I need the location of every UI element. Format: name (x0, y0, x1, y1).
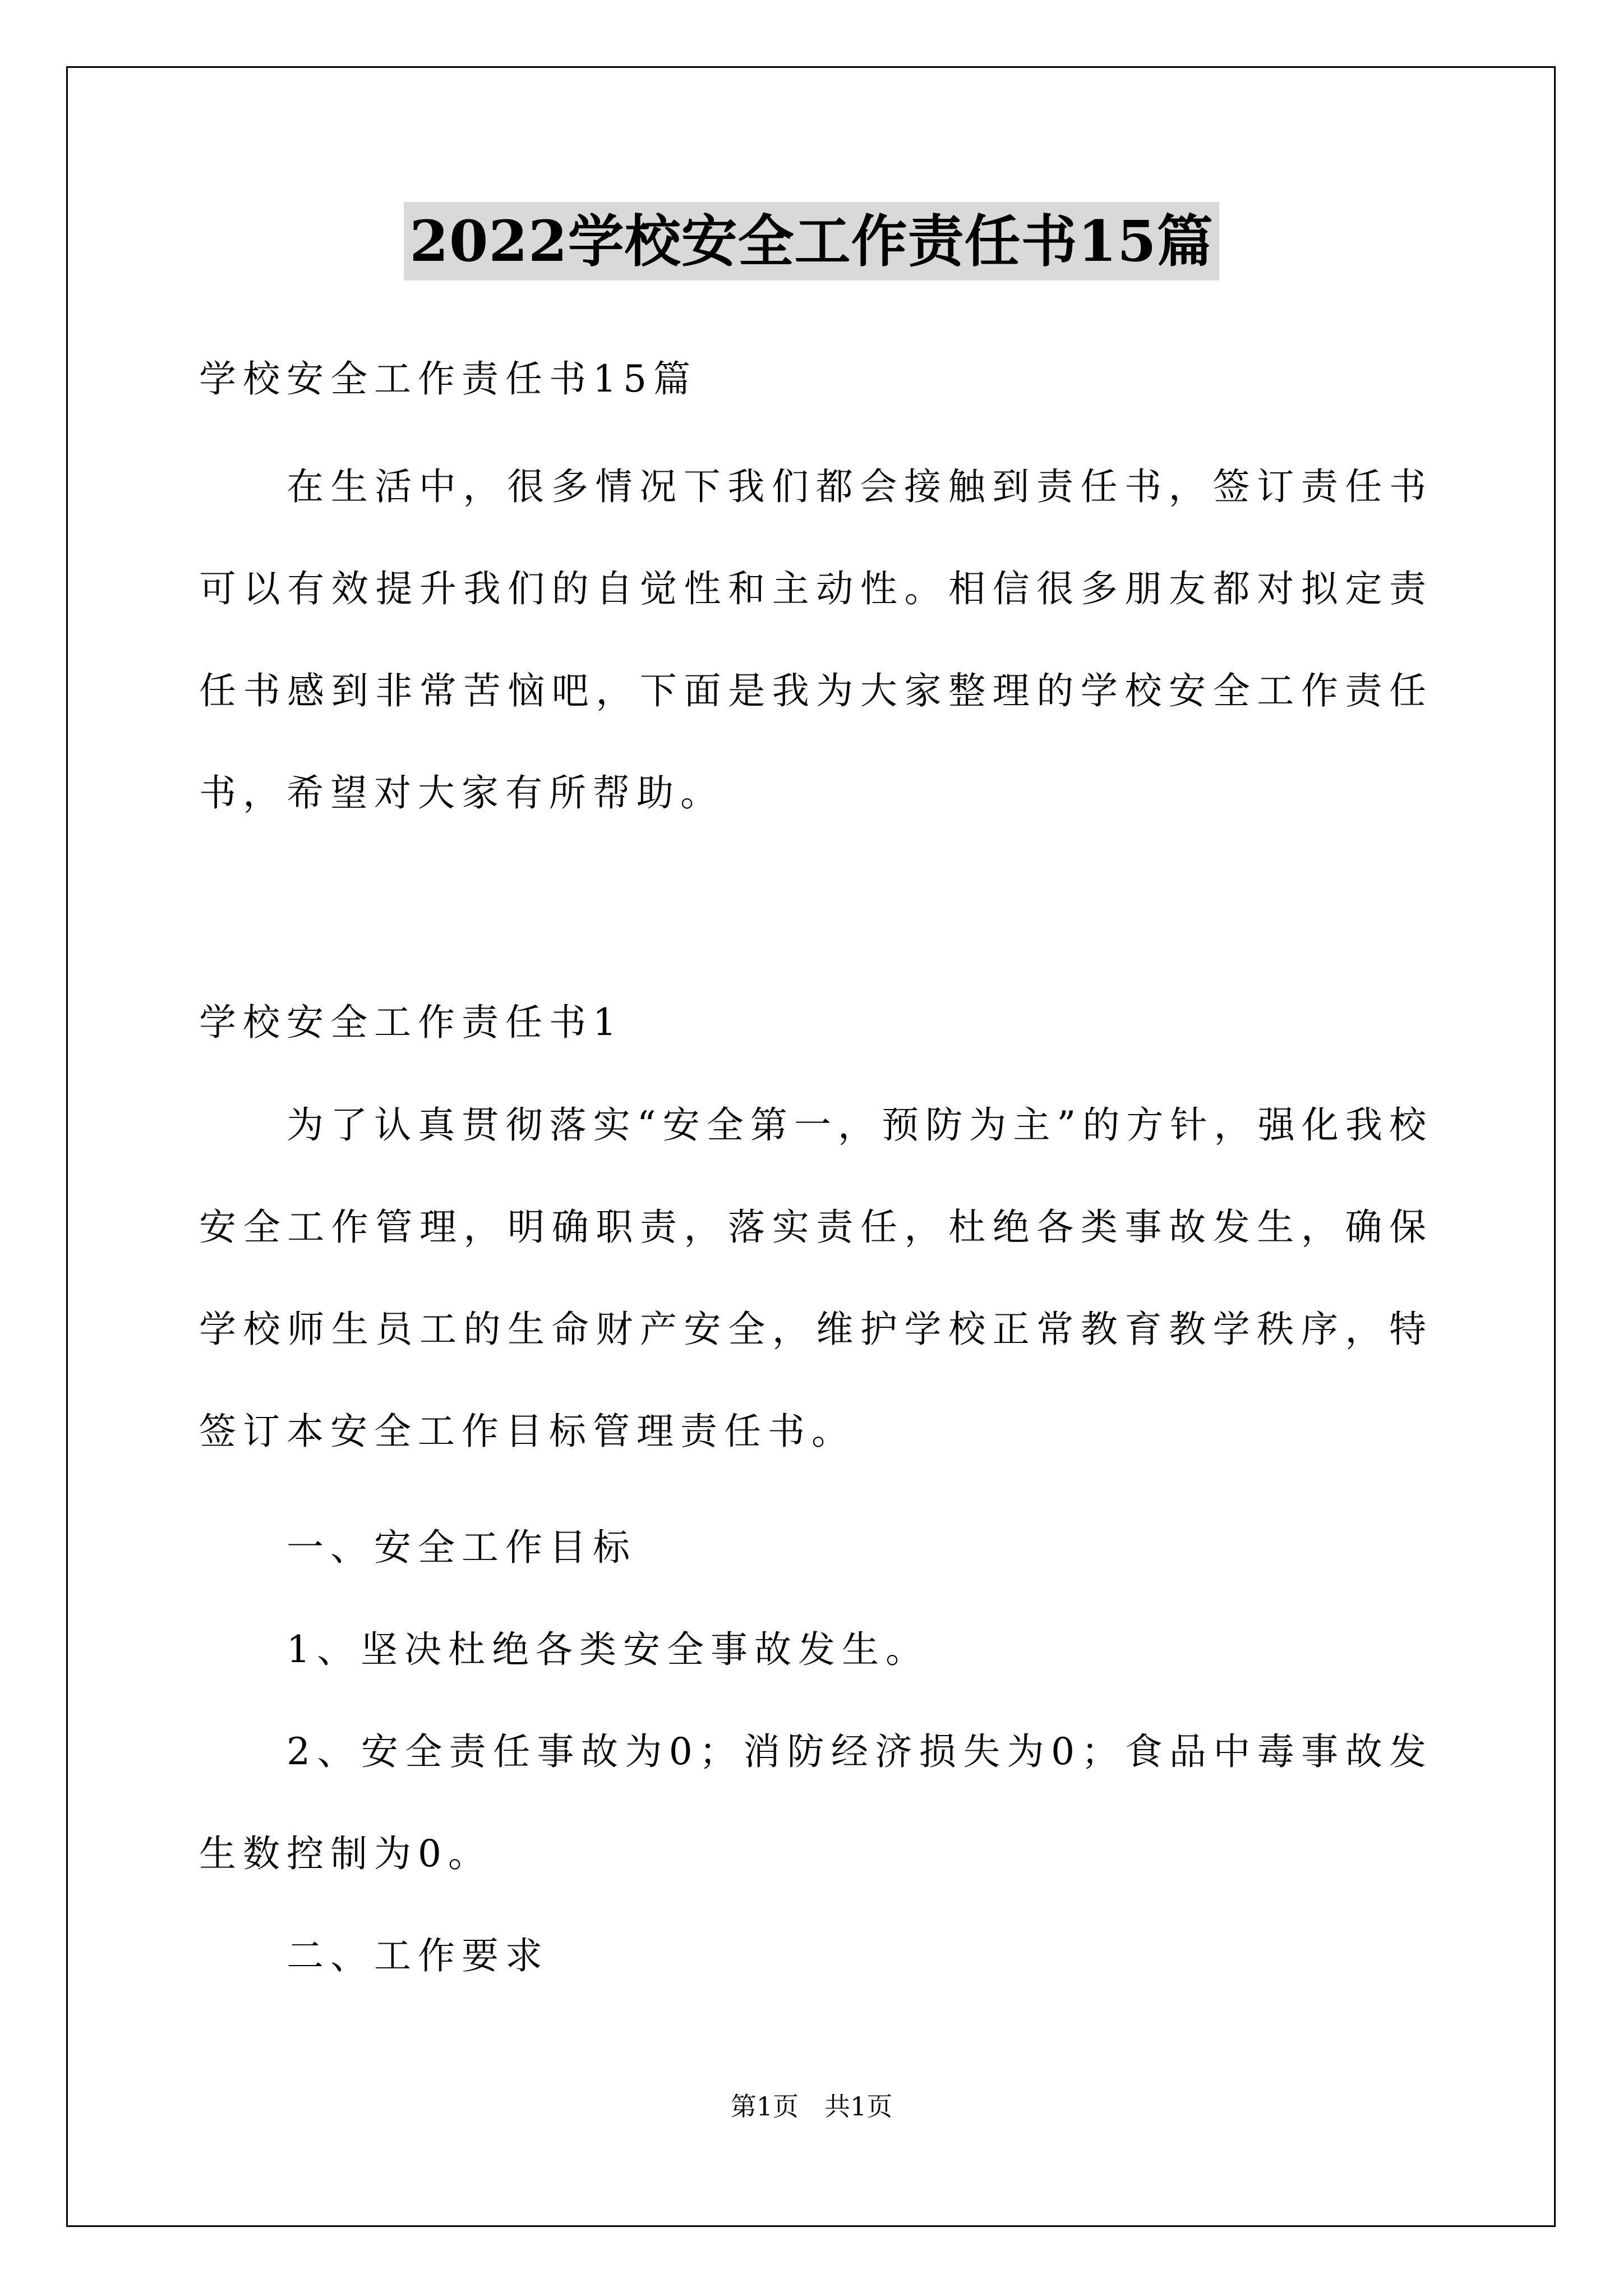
page-footer: 第1页 共1页 (730, 2091, 893, 2122)
goal-item-1: 1、坚决杜绝各类安全事故发生。 (287, 1628, 929, 1671)
document-title (0, 202, 1623, 280)
section-heading: 学校安全工作责任书1 (199, 1001, 623, 1044)
goal-item-2: 2、安全责任事故为0；消防经济损失为0；食品中毒事故发生数控制为0。 (199, 1730, 1433, 1875)
heading-safety-goals: 一、安全工作目标 (287, 1526, 637, 1569)
intro-paragraph: 在生活中，很多情况下我们都会接触到责任书，签订责任书可以有效提升我们的自觉性和主动性。相信很多朋友都对拟定责任书感到非常苦恼吧，下面是我为大家整理的学校安全工作责任书，希望对大家有所帮助。 (199, 465, 1433, 815)
heading-work-requirements: 二、工作要求 (287, 1934, 549, 1977)
document-title-text: 2022学校安全工作责任书15篇 (404, 202, 1219, 280)
document-subtitle: 学校安全工作责任书15篇 (199, 357, 697, 401)
section-paragraph: 为了认真贯彻落实“安全第一，预防为主”的方针，强化我校安全工作管理，明确职责，落实责任，杜绝各类事故发生，确保学校师生员工的生命财产安全，维护学校正常教育教学秩序，特签订本安全工作目标管理责任书。 (199, 1103, 1433, 1453)
